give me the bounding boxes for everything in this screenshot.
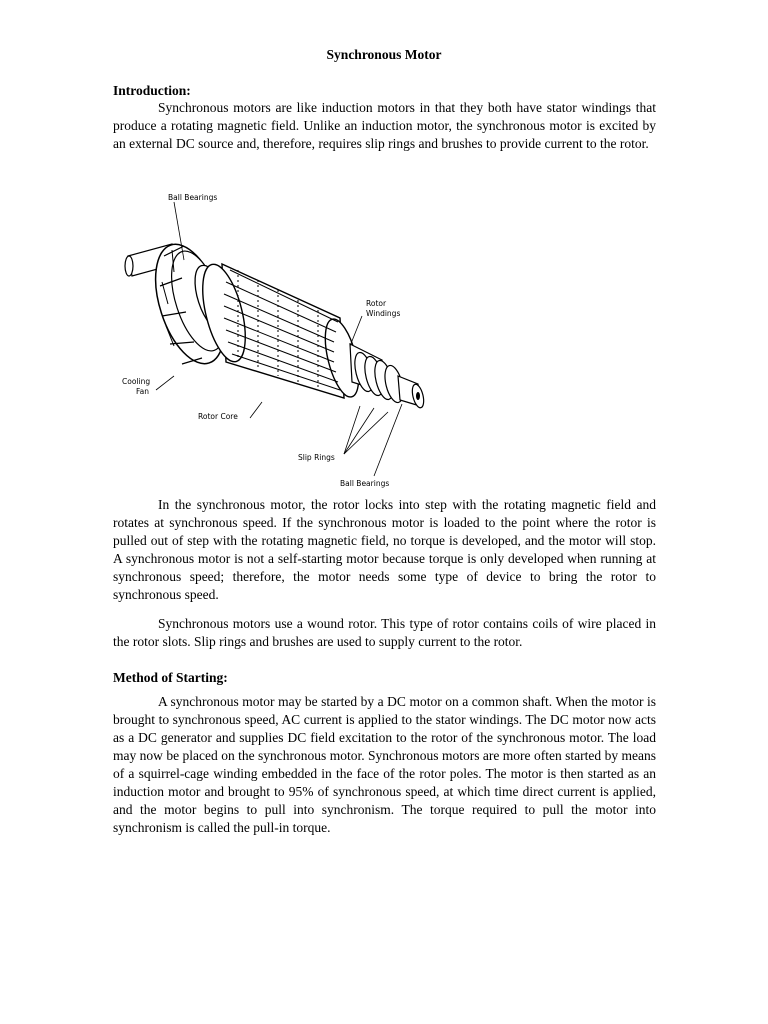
label-slip-rings: Slip Rings [298,453,335,462]
ball-bearings-right [398,376,426,409]
label-ball-bearings-bottom: Ball Bearings [340,479,390,488]
introduction-paragraph: Synchronous motors are like induction motors in that they both have stator windings that produce a rotating magnetic field. Unlike an induction motor, the synchronous motor is excited by an external DC source and, therefore, requires slip rings and brushes to provide current to the rotor. [113,100,656,151]
label-ball-bearings-top: Ball Bearings [168,193,218,202]
label-rotor-windings-1: Rotor [366,299,387,308]
body-paragraph-1: In the synchronous motor, the rotor locks into step with the rotating magnetic field and rotates at synchronous speed. If the synchronous motor is loaded to the point where the rotor is pulled out of step with the rotating magnetic field, no torque is developed, and the motor will stop. A synchronous motor is not a self-starting motor because torque is only developed when running at synchronous speed; therefore, the motor needs some type of device to bring the rotor to synchronous speed. [113,497,656,602]
label-cooling-fan-1: Cooling [122,377,151,386]
label-rotor-windings-2: Windings [366,309,401,318]
rotor-core [194,260,365,400]
slip-rings [350,344,406,404]
starting-paragraph: A synchronous motor may be started by a DC motor on a common shaft. When the motor is brought to synchronous speed, AC current is applied to the stator windings. The DC motor now acts as a DC generator and supplies DC field excitation to the rotor of the synchronous motor. The load may now be placed on the synchronous motor. Synchronous motors are more often started by means of a squirrel-cage winding embedded in the face of the rotor poles. The motor is then started as an induction motor and brought to 95% of synchronous speed, at which time direct current is applied, and the motor begins to pull into synchronism. The torque required to pull the motor into synchronism is called the pull-in torque. [113,694,656,835]
body-paragraph-2: Synchronous motors use a wound rotor. This type of rotor contains coils of wire placed in the rotor slots. Slip rings and brushes are used to supply current to the rotor. [113,616,656,649]
label-cooling-fan-2: Fan [136,387,149,396]
page-title: Synchronous Motor [326,47,442,62]
section-heading-method-of-starting: Method of Starting: [113,670,228,685]
rotor-diagram [112,186,430,492]
label-rotor-core: Rotor Core [198,412,238,421]
section-heading-introduction: Introduction: [113,83,191,98]
